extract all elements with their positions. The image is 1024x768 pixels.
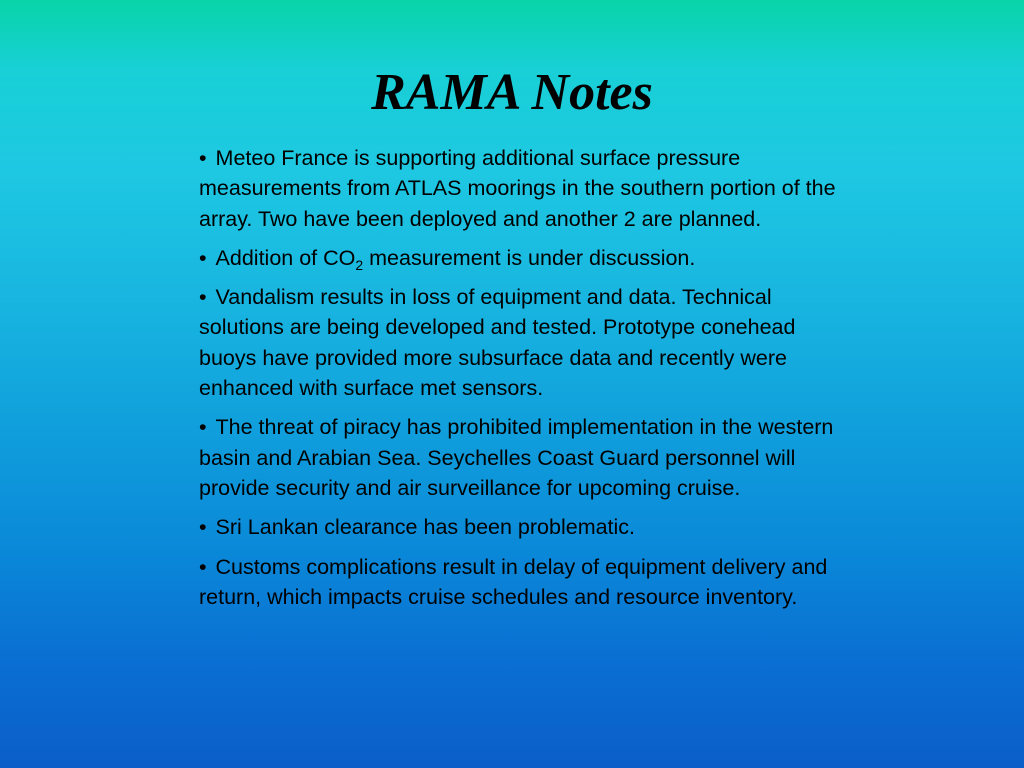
bullet-text: The threat of piracy has prohibited implementation in the western basin and Arabian Sea. Seychelles Coast Guard personnel will provide security and air surveillance for upcoming cruise. bbox=[199, 415, 834, 500]
bullet-text: Meteo France is supporting additional surface pressure measurements from ATLAS moorings in the southern portion of the array. Two have been deployed and another 2 are planned. bbox=[199, 146, 836, 231]
bullet-text: Addition of CO bbox=[215, 245, 356, 270]
bullet-item bbox=[199, 512, 839, 542]
subscript-text: 2 bbox=[355, 256, 364, 273]
bullet-list bbox=[199, 143, 839, 621]
bullet-text: Sri Lankan clearance has been problematic. bbox=[215, 515, 636, 540]
bullet-marker: • bbox=[199, 285, 207, 310]
bullet-item bbox=[199, 552, 839, 613]
bullet-text: Vandalism results in loss of equipment and data. Technical solutions are being developed and tested. Prototype conehead buoys have provided more subsurface data and recently were enhanced with surface met sensors. bbox=[199, 285, 796, 401]
bullet-text: Customs complications result in delay of equipment delivery and return, which impacts cruise schedules and resource inventory. bbox=[199, 554, 828, 609]
bullet-item bbox=[199, 282, 839, 403]
bullet-marker: • bbox=[199, 515, 207, 540]
bullet-marker: • bbox=[199, 146, 207, 170]
bullet-item bbox=[199, 243, 839, 273]
bullet-marker: • bbox=[199, 415, 207, 440]
bullet-item bbox=[199, 143, 839, 234]
bullet-marker: • bbox=[199, 245, 207, 270]
bullet-text-continued: measurement is under discussion. bbox=[363, 245, 696, 270]
bullet-item bbox=[199, 412, 839, 503]
bullet-marker: • bbox=[199, 554, 207, 579]
slide-title: RAMA Notes bbox=[371, 64, 653, 121]
